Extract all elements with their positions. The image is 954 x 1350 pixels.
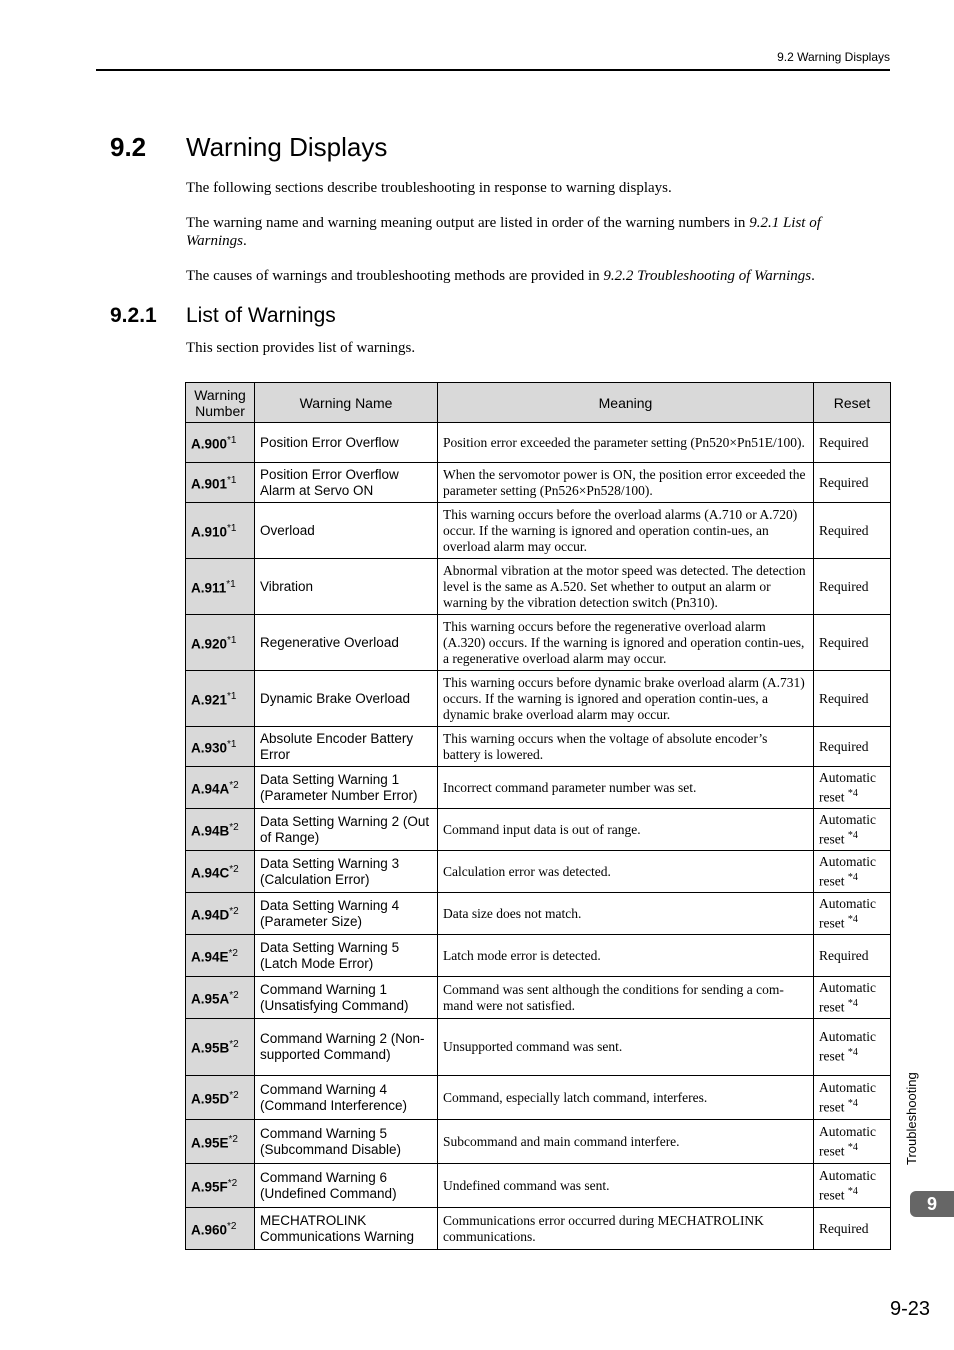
warning-code: A.960 (191, 1222, 228, 1238)
reset-value: Required (819, 522, 869, 538)
side-tab-label: Troubleshooting (904, 1072, 919, 1165)
table-row (186, 503, 891, 559)
warning-meaning-cell: Calculation error was detected. (438, 851, 814, 893)
footnote-marker: *1 (226, 578, 236, 590)
footnote-marker: *2 (229, 779, 239, 791)
warning-code-cell (186, 615, 255, 671)
column-header-number: Warning Number (186, 383, 255, 423)
warning-code: A.921 (191, 692, 228, 708)
warning-name-cell: Command Warning 5 (Subcommand Disable) (255, 1120, 438, 1164)
warning-meaning-cell: Abnormal vibration at the motor speed was detected. The detection level is the same as A.520. Set whether to output an alarm or warning by the vibration detection switch (Pn310). (438, 559, 814, 615)
running-header: 9.2 Warning Displays (777, 50, 890, 64)
footnote-marker: *2 (229, 989, 239, 1001)
warning-code: A.930 (191, 740, 228, 756)
warning-name-cell: Data Setting Warning 3 (Calculation Error) (255, 851, 438, 893)
footnote-marker: *2 (229, 1039, 239, 1051)
footnote-marker: *2 (229, 821, 239, 833)
footnote-marker: *4 (847, 1047, 858, 1059)
warning-reset-cell (814, 1076, 891, 1120)
warning-code-cell (186, 1208, 255, 1250)
warning-meaning-cell: Data size does not match. (438, 893, 814, 935)
warning-code: A.95A (191, 991, 230, 1007)
warning-meaning-cell: Communications error occurred during MECHATROLINK communications. (438, 1208, 814, 1250)
warning-meaning-cell: Incorrect command parameter number was set. (438, 767, 814, 809)
warning-code-cell (186, 1120, 255, 1164)
warning-reset-cell (814, 503, 891, 559)
warning-code: A.94E (191, 949, 229, 965)
warning-meaning-cell: Command was sent although the conditions for sending a com-mand were not satisfied. (438, 977, 814, 1019)
warning-name-cell: Position Error Overflow (255, 423, 438, 463)
warning-meaning-cell: Latch mode error is detected. (438, 935, 814, 977)
warning-code-cell (186, 809, 255, 851)
warning-meaning-cell: This warning occurs before the regenerative overload alarm (A.320) occurs. If the warning is ignored and operation contin-ues, a regenerative overload alarm may occur. (438, 615, 814, 671)
warning-name-cell: Command Warning 6 (Undefined Command) (255, 1164, 438, 1208)
warning-name-cell: Data Setting Warning 5 (Latch Mode Error) (255, 935, 438, 977)
warning-name-cell: Command Warning 1 (Unsatisfying Command) (255, 977, 438, 1019)
warning-code-cell (186, 559, 255, 615)
warning-meaning-cell: Unsupported command was sent. (438, 1019, 814, 1076)
table-row (186, 671, 891, 727)
reset-value: Required (819, 690, 869, 706)
reset-value: Required (819, 434, 869, 450)
footnote-marker: *1 (227, 522, 237, 534)
warning-name-cell: MECHATROLINK Communications Warning (255, 1208, 438, 1250)
warning-reset-cell (814, 935, 891, 977)
footnote-marker: *1 (227, 738, 237, 750)
footnote-marker: *2 (227, 1220, 237, 1232)
warning-name-cell: Absolute Encoder Battery Error (255, 727, 438, 767)
warning-reset-cell (814, 977, 891, 1019)
reset-value: Automatic reset (819, 853, 876, 889)
reset-value: Required (819, 578, 869, 594)
warning-reset-cell (814, 1019, 891, 1076)
warning-name-cell: Position Error Overflow Alarm at Servo ON (255, 463, 438, 503)
warning-code: A.95F (191, 1179, 228, 1195)
warning-reset-cell (814, 559, 891, 615)
footnote-marker: *4 (847, 787, 858, 799)
warning-code-cell (186, 767, 255, 809)
warning-code: A.95D (191, 1091, 230, 1107)
footnote-marker: *2 (229, 905, 239, 917)
reset-value: Automatic reset (819, 1029, 876, 1064)
warning-meaning-cell: This warning occurs before the overload alarms (A.710 or A.720) occur. If the warning is ignored and operation contin-ues, an overload alarm may occur. (438, 503, 814, 559)
reset-value: Required (819, 947, 869, 963)
footnote-marker: *4 (847, 1185, 858, 1197)
subsection-heading (110, 304, 336, 328)
warning-meaning-cell: Command input data is out of range. (438, 809, 814, 851)
intro-paragraph-1: The following sections describe troubleshooting in response to warning displays. (186, 180, 672, 196)
header-rule (96, 69, 890, 71)
warning-reset-cell (814, 615, 891, 671)
section-heading (110, 132, 387, 163)
footnote-marker: *4 (847, 871, 858, 883)
warning-code-cell (186, 1164, 255, 1208)
reset-value: Automatic reset (819, 811, 876, 847)
warning-meaning-cell: This warning occurs when the voltage of absolute encoder’s battery is lowered. (438, 727, 814, 767)
table-row (186, 615, 891, 671)
column-header-name: Warning Name (255, 383, 438, 423)
warning-name-cell: Regenerative Overload (255, 615, 438, 671)
intro-paragraph-2: The warning name and warning meaning output are listed in order of the warning numbers in 9.2.1 List of Warnings. (186, 215, 821, 249)
warning-code-cell (186, 977, 255, 1019)
reset-value: Automatic reset (819, 1123, 876, 1159)
warning-meaning-cell: When the servomotor power is ON, the position error exceeded the parameter setting (Pn526×Pn528/100). (438, 463, 814, 503)
warning-reset-cell (814, 1208, 891, 1250)
warning-code: A.95B (191, 1040, 230, 1056)
reset-value: Automatic reset (819, 1167, 876, 1203)
warning-code-cell (186, 423, 255, 463)
reset-value: Automatic reset (819, 769, 876, 805)
warning-table (185, 382, 891, 1250)
warning-name-cell: Data Setting Warning 4 (Parameter Size) (255, 893, 438, 935)
cross-reference-link[interactable]: 9.2.1 List of Warnings (186, 215, 821, 249)
reset-value: Automatic reset (819, 979, 876, 1015)
table-row (186, 423, 891, 463)
subsection-title: List of Warnings (186, 304, 336, 327)
reset-value: Required (819, 1220, 869, 1236)
reset-value: Required (819, 634, 869, 650)
warning-code-cell (186, 1076, 255, 1120)
table-row (186, 1076, 891, 1120)
warning-reset-cell (814, 851, 891, 893)
section-title: Warning Displays (186, 132, 388, 162)
table-row (186, 727, 891, 767)
warning-code-cell (186, 503, 255, 559)
reset-value: Automatic reset (819, 1079, 876, 1115)
footnote-marker: *4 (847, 913, 858, 925)
column-header-reset: Reset (814, 383, 891, 423)
warning-name-cell: Data Setting Warning 2 (Out of Range) (255, 809, 438, 851)
table-row (186, 767, 891, 809)
warning-name-cell: Command Warning 4 (Command Interference) (255, 1076, 438, 1120)
footnote-marker: *1 (227, 690, 237, 702)
warning-meaning-cell: Position error exceeded the parameter setting (Pn520×Pn51E/100). (438, 423, 814, 463)
warning-code: A.900 (191, 436, 228, 452)
warning-name-cell: Overload (255, 503, 438, 559)
footnote-marker: *4 (847, 1141, 858, 1153)
warning-reset-cell (814, 1164, 891, 1208)
warning-code: A.94B (191, 823, 230, 839)
table-row (186, 1120, 891, 1164)
table-row (186, 935, 891, 977)
footnote-marker: *4 (847, 829, 858, 841)
warning-name-cell: Data Setting Warning 1 (Parameter Number Error) (255, 767, 438, 809)
reset-value: Automatic reset (819, 895, 876, 931)
footnote-marker: *2 (228, 947, 238, 959)
warning-reset-cell (814, 1120, 891, 1164)
warning-reset-cell (814, 463, 891, 503)
warning-reset-cell (814, 893, 891, 935)
warning-meaning-cell: Command, especially latch command, interferes. (438, 1076, 814, 1120)
footnote-marker: *2 (229, 863, 239, 875)
warning-reset-cell (814, 767, 891, 809)
warning-code-cell (186, 935, 255, 977)
warning-reset-cell (814, 671, 891, 727)
warning-code: A.901 (191, 476, 228, 492)
subsection-number: 9.2.1 (110, 304, 157, 327)
table-row (186, 1208, 891, 1250)
cross-reference-link[interactable]: 9.2.2 Troubleshooting of Warnings (603, 268, 812, 284)
warning-name-cell: Command Warning 2 (Non-supported Command) (255, 1019, 438, 1076)
warning-code-cell (186, 851, 255, 893)
table-row (186, 463, 891, 503)
footnote-marker: *1 (227, 634, 237, 646)
reset-value: Required (819, 738, 869, 754)
warning-name-cell: Vibration (255, 559, 438, 615)
warning-code: A.94A (191, 781, 230, 797)
table-row (186, 851, 891, 893)
intro-paragraph-3: The causes of warnings and troubleshooting methods are provided in 9.2.2 Troubleshooting of Warnings. (186, 268, 815, 284)
warning-reset-cell (814, 809, 891, 851)
table-row (186, 1164, 891, 1208)
warning-reset-cell (814, 423, 891, 463)
warning-code: A.95E (191, 1135, 229, 1151)
chapter-tab[interactable]: 9 (910, 1191, 954, 1217)
warning-meaning-cell: Subcommand and main command interfere. (438, 1120, 814, 1164)
warning-code-cell (186, 727, 255, 767)
warning-code-cell (186, 893, 255, 935)
table-row (186, 559, 891, 615)
warning-code: A.920 (191, 636, 228, 652)
footnote-marker: *1 (227, 474, 237, 486)
warning-name-cell: Dynamic Brake Overload (255, 671, 438, 727)
footnote-marker: *4 (847, 1097, 858, 1109)
warning-meaning-cell: This warning occurs before dynamic brake overload alarm (A.731) occurs. If the warning is ignored and operation contin-ues, a dynamic brake overload alarm may occur. (438, 671, 814, 727)
warning-reset-cell (814, 727, 891, 767)
footnote-marker: *2 (229, 1089, 239, 1101)
footnote-marker: *1 (227, 434, 237, 446)
warning-code-cell (186, 1019, 255, 1076)
warning-code: A.911 (191, 580, 227, 596)
warning-code: A.94D (191, 907, 230, 923)
footnote-marker: *4 (847, 997, 858, 1009)
subsection-description: This section provides list of warnings. (186, 340, 416, 356)
reset-value: Required (819, 474, 869, 490)
warning-meaning-cell: Undefined command was sent. (438, 1164, 814, 1208)
section-number: 9.2 (110, 132, 147, 162)
warning-code: A.910 (191, 524, 228, 540)
warning-code-cell (186, 463, 255, 503)
table-row (186, 809, 891, 851)
table-header-row (186, 383, 891, 423)
footnote-marker: *2 (228, 1133, 238, 1145)
table-row (186, 977, 891, 1019)
footnote-marker: *2 (227, 1177, 238, 1189)
table-row (186, 893, 891, 935)
page-number: 9-23 (889, 1298, 930, 1320)
warning-code: A.94C (191, 865, 230, 881)
column-header-meaning: Meaning (438, 383, 814, 423)
table-row (186, 1019, 891, 1076)
warning-code-cell (186, 671, 255, 727)
